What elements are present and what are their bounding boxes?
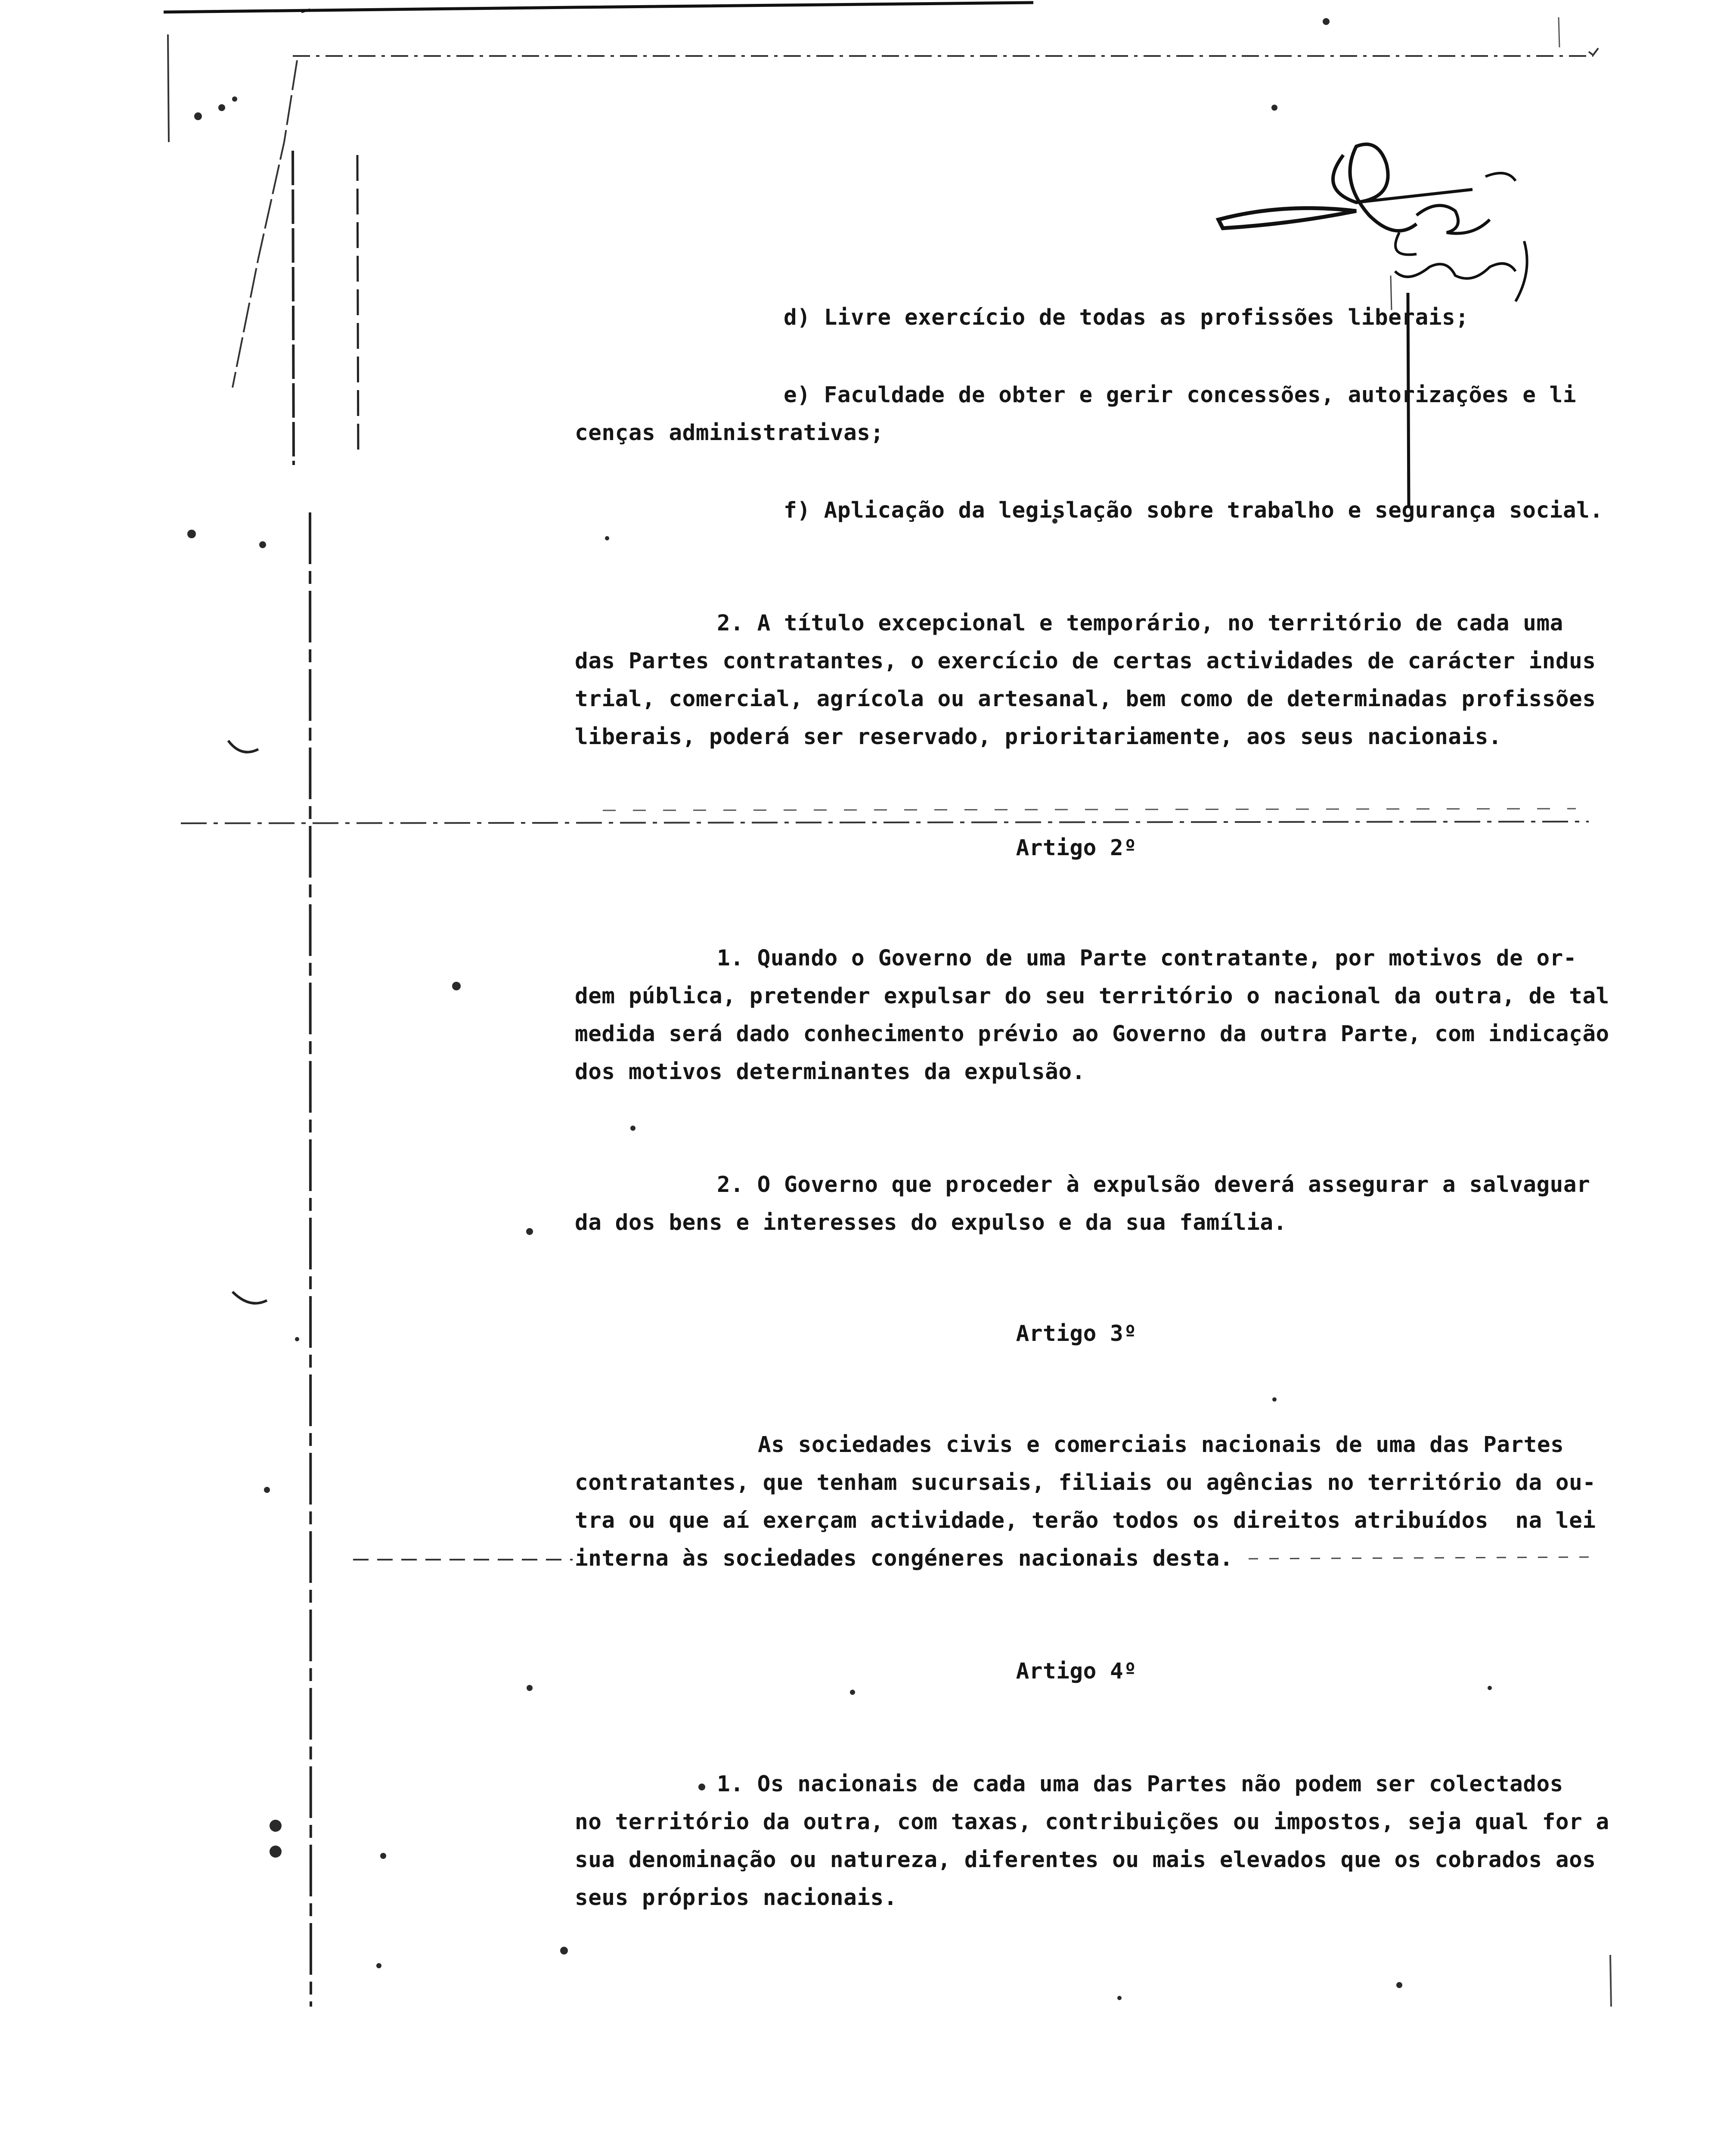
- artigo-2-p1-line-3: medida será dado conhecimento prévio ao Governo da outra Parte, com indicação: [575, 1021, 1609, 1047]
- artigo-3-p1-line-4: interna às sociedades congéneres nacionais desta.: [575, 1546, 1234, 1571]
- artigo-4-heading: Artigo 4º: [1016, 1659, 1137, 1684]
- paragraph-2-line-4: liberais, poderá ser reservado, prioritariamente, aos seus nacionais.: [575, 724, 1502, 750]
- handwritten-signature: [1214, 129, 1567, 319]
- paragraph-2-line-3: trial, comercial, agrícola ou artesanal, bem como de determinadas profissões: [575, 686, 1596, 712]
- artigo-2-p1-line-4: dos motivos determinantes da expulsão.: [575, 1059, 1085, 1085]
- artigo-2-p2-line-2: da dos bens e interesses do expulso e da sua família.: [575, 1210, 1287, 1235]
- artigo-3-p1-line-3: tra ou que aí exerçam actividade, terão todos os direitos atribuídos na lei: [575, 1508, 1596, 1533]
- artigo-3-p1-line-2: contratantes, que tenham sucursais, filiais ou agências no território da ou-: [575, 1470, 1596, 1495]
- item-e-line-1: e) Faculdade de obter e gerir concessões, autorizações e li: [784, 382, 1577, 408]
- artigo-3-p1-line-1: As sociedades civis e comerciais nacionais de uma das Partes: [758, 1432, 1564, 1458]
- paragraph-2-line-1: 2. A título excepcional e temporário, no território de cada uma: [717, 611, 1563, 636]
- item-e-line-2: cenças administrativas;: [575, 420, 884, 446]
- artigo-4-p1-line-1: 1. Os nacionais de cada uma das Partes não podem ser colectados: [717, 1771, 1563, 1797]
- artigo-2-heading: Artigo 2º: [1016, 835, 1137, 861]
- artigo-2-p1-line-1: 1. Quando o Governo de uma Parte contratante, por motivos de or-: [717, 946, 1577, 971]
- artigo-2-p2-line-1: 2. O Governo que proceder à expulsão deverá assegurar a salvaguar: [717, 1172, 1590, 1197]
- artigo-4-p1-line-3: sua denominação ou natureza, diferentes ou mais elevados que os cobrados aos: [575, 1847, 1596, 1873]
- artigo-4-p1-line-2: no território da outra, com taxas, contribuições ou impostos, seja qual for a: [575, 1809, 1609, 1835]
- artigo-2-p1-line-2: dem pública, pretender expulsar do seu território o nacional da outra, de tal: [575, 983, 1609, 1009]
- artigo-4-p1-line-4: seus próprios nacionais.: [575, 1885, 897, 1911]
- paragraph-2-line-2: das Partes contratantes, o exercício de certas actividades de carácter indus: [575, 648, 1596, 674]
- artigo-3-heading: Artigo 3º: [1016, 1321, 1137, 1346]
- item-f: f) Aplicação da legislação sobre trabalho e segurança social.: [784, 498, 1603, 523]
- item-d: d) Livre exercício de todas as profissões liberais;: [784, 305, 1469, 330]
